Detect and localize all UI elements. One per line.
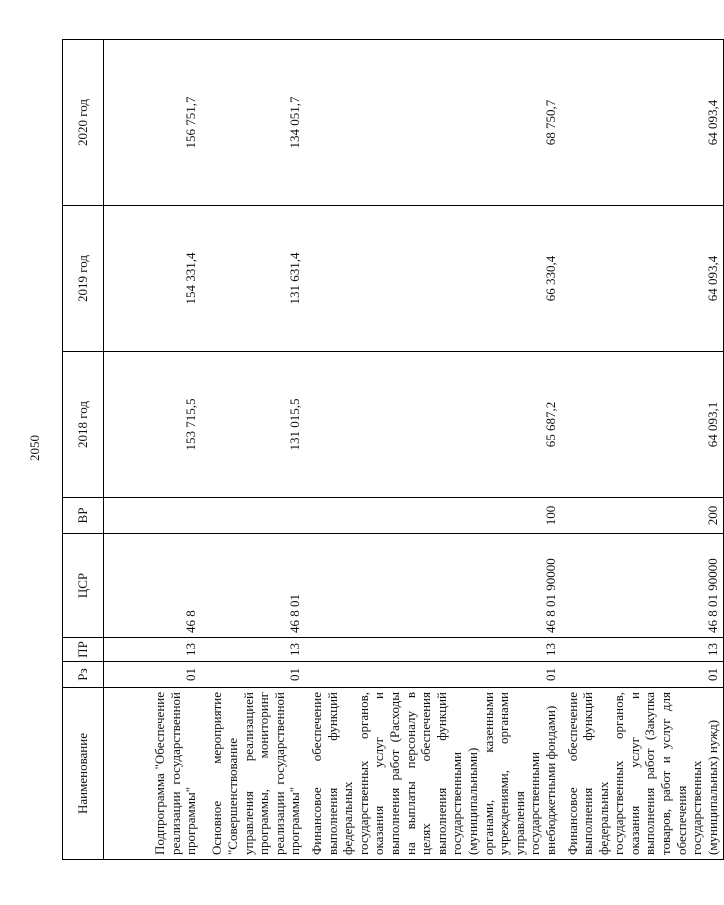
row-2019: 131 631,4	[202, 206, 306, 352]
row-2020: 68 750,7	[306, 40, 562, 206]
row-csr: 46 8 01 90000	[562, 534, 724, 638]
row-name: Подпрограмма "Обеспечение реализации государственной программы"	[104, 688, 203, 860]
row-pr: 13	[562, 638, 724, 662]
rotated-page-content	[62, 40, 720, 860]
row-vr: 100	[306, 498, 562, 534]
row-csr: 46 8	[104, 534, 203, 638]
row-rz: 01	[306, 662, 562, 688]
row-name: Финансовое обеспечение выполнения функций федеральных государственных органов, оказания услуг и выполнения работ (Закупка товаров, работ и услуг для обеспечения государственных (муниципальных) нужд)	[562, 688, 724, 860]
budget-table	[62, 39, 724, 860]
row-name: Финансовое обеспечение выполнения функций федеральных государственных органов, оказания услуг и выполнения работ (Расходы на выплаты персоналу в целях обеспечения выполнения функций государственными (муниципальными) органами, казенными учреждениями, органами управления государственными внебюджетными фондами)	[306, 688, 562, 860]
row-pr: 13	[306, 638, 562, 662]
header-csr: ЦСР	[63, 534, 104, 638]
row-vr	[104, 498, 203, 534]
row-csr: 46 8 01	[202, 534, 306, 638]
header-2020: 2020 год	[63, 40, 104, 206]
header-rz: Рз	[63, 662, 104, 688]
row-rz: 01	[202, 662, 306, 688]
row-2019: 64 093,4	[562, 206, 724, 352]
row-vr: 200	[562, 498, 724, 534]
row-name: Основное мероприятие "Совершенствование управления реализацией программы, мониторинг реализации государственной программы"	[202, 688, 306, 860]
row-pr: 13	[104, 638, 203, 662]
row-2018: 131 015,5	[202, 352, 306, 498]
table-row	[306, 40, 562, 860]
row-2020: 64 093,4	[562, 40, 724, 206]
table-row	[104, 40, 203, 860]
table-row	[202, 40, 306, 860]
row-2020: 134 051,7	[202, 40, 306, 206]
row-rz: 01	[104, 662, 203, 688]
row-2018: 65 687,2	[306, 352, 562, 498]
row-vr	[202, 498, 306, 534]
table-header-row	[63, 40, 104, 860]
row-2018: 64 093,1	[562, 352, 724, 498]
row-csr: 46 8 01 90000	[306, 534, 562, 638]
table-row	[562, 40, 724, 860]
row-2020: 156 751,7	[104, 40, 203, 206]
header-2018: 2018 год	[63, 352, 104, 498]
row-pr: 13	[202, 638, 306, 662]
header-2019: 2019 год	[63, 206, 104, 352]
header-pr: ПР	[63, 638, 104, 662]
page-number: 2050	[27, 435, 42, 461]
header-name: Наименование	[63, 688, 104, 860]
row-rz: 01	[562, 662, 724, 688]
row-2019: 154 331,4	[104, 206, 203, 352]
header-vr: ВР	[63, 498, 104, 534]
row-2019: 66 330,4	[306, 206, 562, 352]
row-2018: 153 715,5	[104, 352, 203, 498]
